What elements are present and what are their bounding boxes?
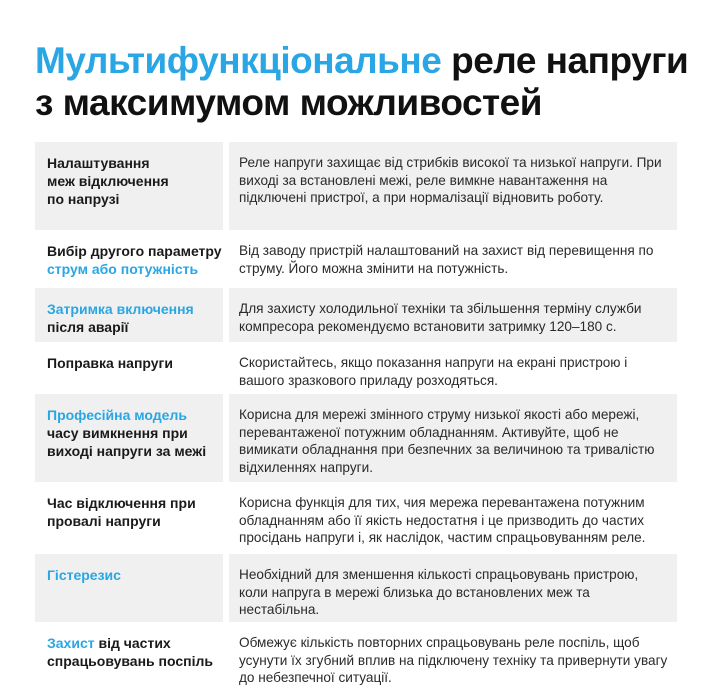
feature-row-hysteresis xyxy=(35,554,677,622)
feature-row-professional-model xyxy=(35,394,677,482)
title-rest: реле напруги xyxy=(441,40,689,81)
feature-label-tail: від частих xyxy=(94,635,171,651)
feature-row-voltage-limits xyxy=(35,142,677,230)
feature-label-accent: струм або потужність xyxy=(47,261,199,277)
feature-label xyxy=(35,142,223,230)
feature-row-voltage-correction xyxy=(35,342,677,394)
feature-description: Скористайтесь, якщо показання напруги на екрані пристрою і вашого зразкового приладу розходяться. xyxy=(239,355,628,388)
feature-row-second-parameter xyxy=(35,230,677,282)
feature-label-line: часу вимкнення при xyxy=(47,425,188,441)
feature-label-line: Час відключення при xyxy=(47,495,196,511)
feature-label xyxy=(35,230,229,282)
feature-label-line: виході напруги за межі xyxy=(47,443,207,459)
feature-label-line: після аварії xyxy=(47,319,129,335)
feature-label-accent: Професійна модель xyxy=(47,407,187,423)
feature-label-accent: Захист xyxy=(47,635,95,651)
feature-label-line: провалі напруги xyxy=(47,513,161,529)
feature-description: Необхідний для зменшення кількості спрацьовувань пристрою, коли напруга в мережі близька до встановлених меж та нестабільна. xyxy=(229,554,677,622)
feature-description: Обмежує кількість повторних спрацьовувань реле поспіль, щоб усунути їх згубний вплив на підключену техніку та привернути увагу до небезпечної ситуації. xyxy=(239,635,668,685)
feature-label xyxy=(35,288,223,342)
feature-label-line: меж відключення xyxy=(47,173,169,189)
feature-label-line: Налаштування xyxy=(47,155,150,171)
feature-label-accent: Затримка включення xyxy=(47,301,194,317)
feature-description: Від заводу пристрій налаштований на захист від перевищення по струму. Його можна змінити на потужність. xyxy=(239,243,654,276)
feature-label xyxy=(35,622,223,694)
feature-description: Корисна функція для тих, чия мережа перевантажена потужним обладнанням або її якість недостатня і це призводить до частих просідань напруги і, як наслідок, частим спрацьовуванням реле. xyxy=(239,495,646,545)
feature-label-line: по напрузі xyxy=(47,191,120,207)
feature-label-line: спрацьовувань поспіль xyxy=(47,653,214,669)
feature-label xyxy=(35,394,223,482)
feature-label xyxy=(35,342,223,394)
feature-row-repeat-protection xyxy=(35,622,677,694)
feature-label-line: Вибір другого параметру xyxy=(47,243,222,259)
feature-label xyxy=(35,554,223,622)
feature-label xyxy=(35,482,223,548)
feature-row-restart-delay xyxy=(35,288,677,342)
title-accent: Мультифункціональне xyxy=(35,40,442,81)
feature-row-dip-shutdown xyxy=(35,482,677,548)
page-title xyxy=(35,40,695,124)
feature-label-accent: Гістерезис xyxy=(47,567,121,583)
feature-label-line: Поправка напруги xyxy=(47,355,173,371)
feature-description: Корисна для мережі змінного струму низької якості або мережі, перевантаженої потужним обладнанням. Активуйте, щоб не вимикати обладнання при безпечних за величиною та тривалістю відхиленнях напруги. xyxy=(229,394,677,482)
title-line2: з максимумом можливостей xyxy=(35,82,542,123)
feature-description: Реле напруги захищає від стрибків високої та низької напруги. При виході за встановлені межі, реле вимкне навантаження на підключені пристрої, а при нормалізації відновить роботу. xyxy=(229,142,677,230)
feature-description: Для захисту холодильної техніки та збільшення терміну служби компресора рекомендуємо встановити затримку 120–180 с. xyxy=(229,288,677,342)
